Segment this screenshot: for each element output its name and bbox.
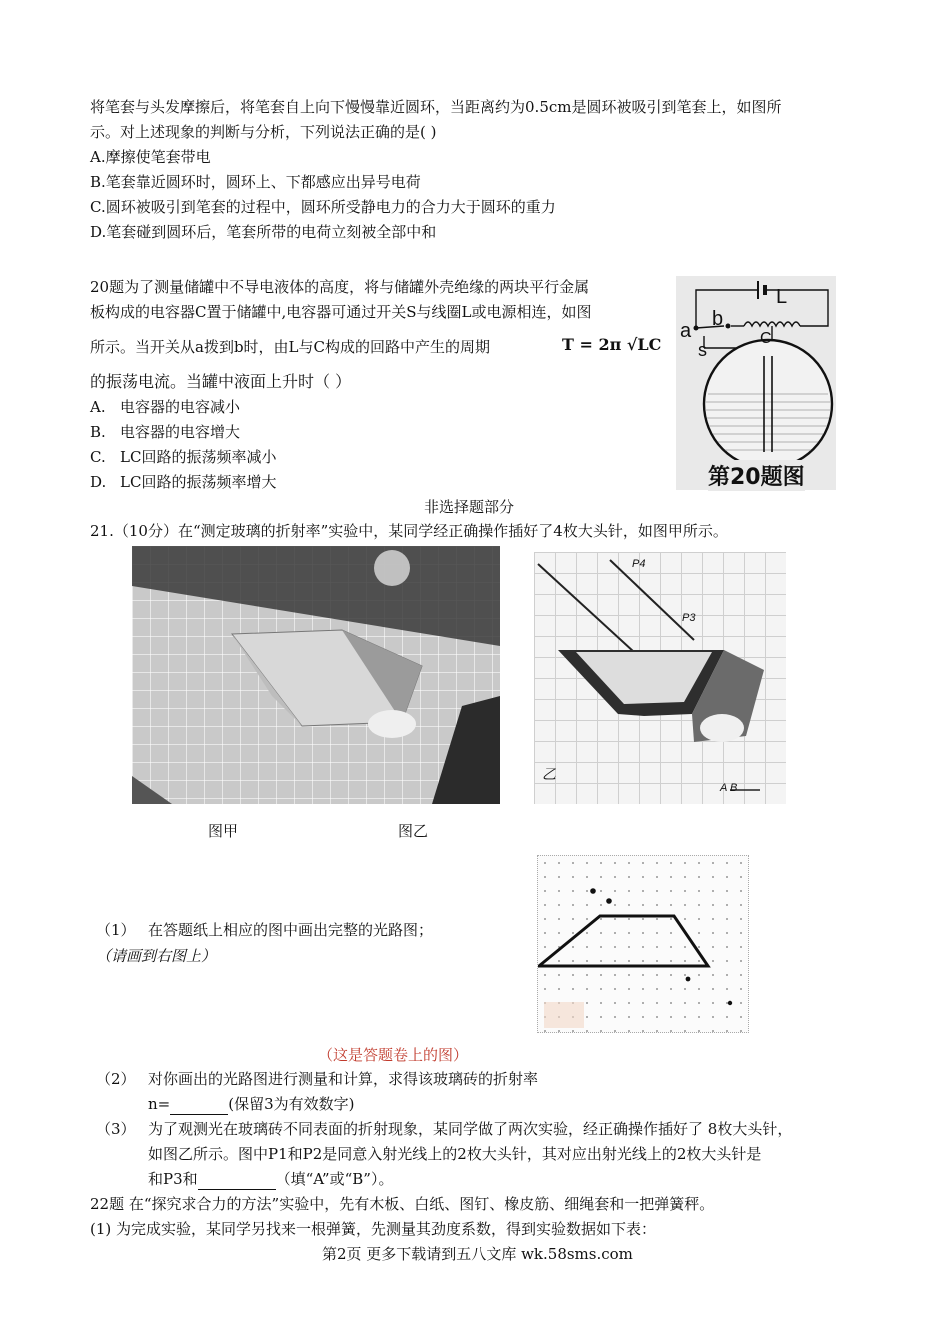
q22-part1: (1) 为完成实验，某同学另找来一根弹簧，先测量其劲度系数，得到实验数据如下表： [90,1220,657,1238]
q19-stem-line1: 将笔套与头发摩擦后，将笔套自上向下慢慢靠近圆环，当距离约为0.5cm是圆环被吸引到笔套上，如图所 [90,98,782,116]
q21-part3-answer-blank[interactable] [198,1169,276,1190]
q20-option-c: LC回路的振荡频率减小 [120,448,277,466]
figure-jia-prism [132,546,500,804]
section-title: 非选择题部分 [424,498,515,516]
q19-option-c: C.圆环被吸引到笔套的过程中，圆环所受静电力的合力大于圆环的重力 [90,198,556,216]
page-footer: 第2页 更多下载请到五八文库 wk.58sms.com [322,1245,633,1263]
q20-figure-caption: 第20题图 [708,460,805,491]
q20-option-b-label: B. [90,423,106,441]
q21-part1-number: （1） [96,921,136,939]
figure-yi-label-p3: P3 [682,612,696,624]
q22-stem: 22题 在“探究求合力的方法”实验中，先有木板、白纸、图钉、橡皮筋、细绳套和一把弹簧秤。 [90,1195,715,1213]
q20-stem-line1: 20题为了测量储罐中不导电液体的高度，将与储罐外壳绝缘的两块平行金属 [90,278,590,296]
figure-jia-photo [132,546,500,804]
q21-part2-n-label: n= [148,1095,171,1113]
q21-part3-line3-b: （填“A”或“B”）。 [275,1170,394,1188]
q21-part3-number: （3） [96,1120,136,1138]
q20-label-a: a [680,320,692,342]
answer-sheet-diagram [537,855,749,1033]
q19-stem-line2: 示。对上述现象的判断与分析，下列说法正确的是( ) [90,123,437,141]
figure-yi-photo [534,552,786,804]
q20-circuit-diagram [676,276,836,490]
q20-label-C: C [760,330,772,347]
q20-option-c-label: C. [90,448,106,466]
q21-part3-line3 [148,1169,393,1190]
q20-label-s: s [698,340,707,360]
figure-yi-label-p4: P4 [632,558,646,570]
q20-stem-line2: 板构成的电容器C置于储罐中,电容器可通过开关S与线圈L或电源相连，如图 [90,303,592,321]
answer-fig-caption: （这是答题卷上的图） [318,1046,469,1064]
answer-sheet-trapezoid [538,856,748,1032]
figure-yi-caption: 图乙 [398,822,429,840]
q21-part3-line1: 为了观测光在玻璃砖不同表面的折射现象，某同学做了两次实验，经正确操作插好了 8枚大头针， [148,1120,793,1138]
q20-option-a: 电容器的电容减小 [120,398,241,416]
q21-part3-line2: 如图乙所示。图中P1和P2是同意入射光线上的2枚大头针，其对应出射光线上的2枚大头针是 [148,1145,762,1163]
q20-period-formula: T = 2π √LC [562,335,662,354]
q20-circuit-figure [676,276,836,490]
q21-part1-note: （请画到右图上） [96,947,217,965]
q20-option-d-label: D. [90,473,107,491]
figure-yi-prism [534,552,786,804]
q21-stem: 21.（10分）在“测定玻璃的折射率”实验中，某同学经正确操作插好了4枚大头针，如图甲所示。 [90,522,728,540]
q21-part2-text: 对你画出的光路图进行测量和计算，求得该玻璃砖的折射率 [148,1070,539,1088]
q19-option-d: D.笔套碰到圆环后，笔套所带的电荷立刻被全部中和 [90,223,437,241]
q20-option-d: LC回路的振荡频率增大 [120,473,277,491]
q21-part3-line3-a: 和P3和 [148,1170,198,1188]
figure-jia-caption: 图甲 [208,822,239,840]
q20-stem-line3: 所示。当开关从a拨到b时，由L与C构成的回路中产生的周期 [90,338,490,356]
q21-part1-text: 在答题纸上相应的图中画出完整的光路图； [148,921,434,939]
q21-part2-answer-blank[interactable] [170,1094,228,1115]
figure-yi-label-ab: A B [720,782,738,794]
q19-option-b: B.笔套靠近圆环时，圆环上、下都感应出异号电荷 [90,173,421,191]
q21-part2-number: （2） [96,1070,136,1088]
figure-yi-corner-label: 乙 [542,767,556,783]
q21-part2-tail: (保留3为有效数字) [228,1095,355,1113]
q20-label-b: b [712,308,724,330]
q20-stem-line4: 的振荡电流。当罐中液面上升时（ ） [90,372,352,391]
q20-option-a-label: A. [90,398,106,416]
q20-option-b: 电容器的电容增大 [120,423,241,441]
q20-label-L: L [776,286,788,308]
q21-part2-answer-line [148,1094,354,1115]
q19-option-a: A.摩擦使笔套带电 [90,148,211,166]
